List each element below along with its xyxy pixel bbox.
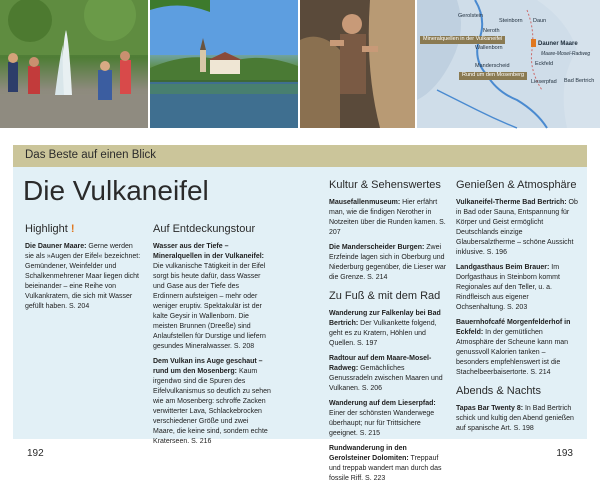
entry-bauernhofcafe [456,318,578,378]
entry-title: Vulkaneifel-Therme Bad Bertrich: [456,199,567,206]
entry-landgasthaus [456,263,578,313]
page-title: Die Vulkaneifel [23,175,209,206]
entry-title: Bauernhofcafé Morgenfelderhof in Eckfeld: [456,319,571,336]
column-highlight [25,222,143,317]
entry-text: Die vulkanische Tätigkeit in der Eifel sorgt bis heute dafür, dass Wasser und Gase aus der Tiefe des Erdinnern aufsteigen – mehr oder weniger eruptiv. Spektakulär ist der kalte Geysir in Wallenborn. Die meisten Brunnen (Dreeße) sind Anlaufstellen für Durstige und liefern gesundes Mineralwasser. S. 208 [153,263,266,350]
entry-text: In der gemütlichen Atmosphäre der Scheune kann man genussvoll Kalorien tanken – besonders empfehlenswert ist die Stachelbeerbaisertorte. S. 214 [456,329,569,376]
map-tag-mineralquellen: Mineralquellen in der Vulkaneifel [420,36,505,44]
map-place-wallenborn: Wallenborn [475,45,503,51]
entry-falkenlay [329,309,449,349]
entry-title: Die Manderscheider Burgen: [329,244,425,251]
map-place-manderscheid: Manderscheid [475,63,510,69]
map-place-eckfeld: Eckfeld [535,61,554,67]
column-geniessen [456,178,578,439]
entry-title: Die Dauner Maare: [25,243,87,250]
entry-title: Wasser aus der Tiefe – Mineralquellen in der Vulkaneifel: [153,243,264,260]
exclamation-icon: ! [70,223,75,235]
entry-title: Radtour auf dem Maare-Mosel-Radweg: [329,355,432,372]
entry-burgen [329,243,449,283]
entry-mosenberg [153,357,271,447]
entry-text: Einer der schönsten Wanderwege überhaupt; nur für Trittsichere geeignet. S. 215 [329,410,435,437]
highlight-marker-icon [531,39,536,47]
entry-text: Gerne werden sie als »Augen der Eifel« bezeichnet: Gemündener, Weinfelder und Schalkenmehrener Maar liegen dicht beieinander – eine Reihe von Vulkankratern, die sich mit Wasser gefüllt haben. S. 204 [25,243,141,310]
map-tag-mosenberg: Rund um den Mosenberg [459,72,527,80]
entry-title: Landgasthaus Beim Brauer: [456,264,550,271]
woodcarver-photo [300,0,415,128]
page-number-right: 193 [556,448,573,459]
entry-title: Tapas Bar Twenty 8: [456,405,524,412]
entry-radtour [329,354,449,394]
section-title: Das Beste auf einen Blick [25,149,157,161]
entry-therme [456,198,578,258]
entry-title: Wanderung zur Falkenlay bei Bad Bertrich: [329,310,441,327]
map-route-maare-mosel: Maare-Mosel-Radweg [541,51,591,57]
heading-entdeckungstour: Auf Entdeckungstour [153,223,256,235]
entry-title: Wanderung auf dem Lieserpfad: [329,400,436,407]
map-place-steinborn: Steinborn [499,18,523,24]
page-number-left: 192 [27,448,44,459]
map-place-daun: Daun [533,18,547,24]
entry-text: Der Vulkankette folgend, geht es zu Kratern, Höhlen und Quellen. S. 197 [329,320,437,347]
entry-title: Rundwanderung in den Gerolsteiner Dolomiten: [329,445,409,462]
entry-dolomiten [329,444,449,484]
entry-lieserpfad [329,399,449,439]
column-entdeckungstour [153,222,271,452]
entry-text: In Bad Bertrich schick und kultig den Abend genießen auf spanische Art. S. 198 [456,405,574,432]
entry-dauner-maare [25,242,143,312]
map-place-neroth: Neroth [483,28,500,34]
heading-geniessen: Genießen & Atmosphäre [456,179,577,191]
map-highlight-dauner-maare: Dauner Maare [538,41,578,47]
heading-zu-fuss: Zu Fuß & mit dem Rad [329,290,441,302]
entry-tapas-bar [456,404,578,434]
entry-text: Hier erfährt man, wie die findigen Nerother in Notzeiten über die Runden kamen. S. 207 [329,199,446,236]
fountain-photo [0,0,148,128]
heading-highlight-label: Highlight [25,223,68,235]
heading-highlight [25,222,143,236]
map-place-bad-bertrich: Bad Bertrich [564,78,595,84]
region-map [417,0,600,128]
entry-text: Zwei Erzfeinde lagen sich in Oberburg und Niederburg gegenüber, die Lieser war die Grenze. S. 214 [329,244,447,281]
village-lake-photo [150,0,298,128]
map-place-lieserpfad: Lieserpfad [531,79,557,85]
section-band [13,145,587,167]
entry-mausefallenmuseum [329,198,449,238]
entry-text: Gemächliches Genussradeln zwischen Maaren und Vulkanen. S. 206 [329,365,443,392]
entry-title: Dem Vulkan ins Auge geschaut – rund um den Mosenberg: [153,358,263,375]
heading-kultur: Kultur & Sehenswertes [329,179,441,191]
entry-text: Treppauf und treppab wandert man durch das fossile Riff. S. 223 [329,455,442,482]
entry-text: Im Dorfgasthaus in Steinborn kommt Regionales auf den Teller, u. a. Rindfleisch aus eigener Ochsenhaltung. S. 203 [456,264,560,311]
entry-text: Ob in Bad oder Sauna, Entspannung für Körper und Geist ermöglicht Deutschlands einzige Glaubersalztherme – schöne Aussicht inklusive. S. 196 [456,199,578,256]
entry-title: Mausefallenmuseum: [329,199,401,206]
photo-strip [0,0,600,128]
heading-abends: Abends & Nachts [456,385,541,397]
map-place-gerolstein: Gerolstein [458,13,484,19]
entry-mineralquellen [153,242,271,352]
entry-text: Kaum irgendwo sind die Spuren des Eifelvulkanismus so deutlich zu sehen wie am Mosenberg: schroffe Zacken verwitterter Lava, Schlackebrocken verschiedener Größe und zwei Maare, die keine sind, sondern echte Kraterseen. S. 216 [153,368,271,445]
column-kultur [329,178,449,489]
